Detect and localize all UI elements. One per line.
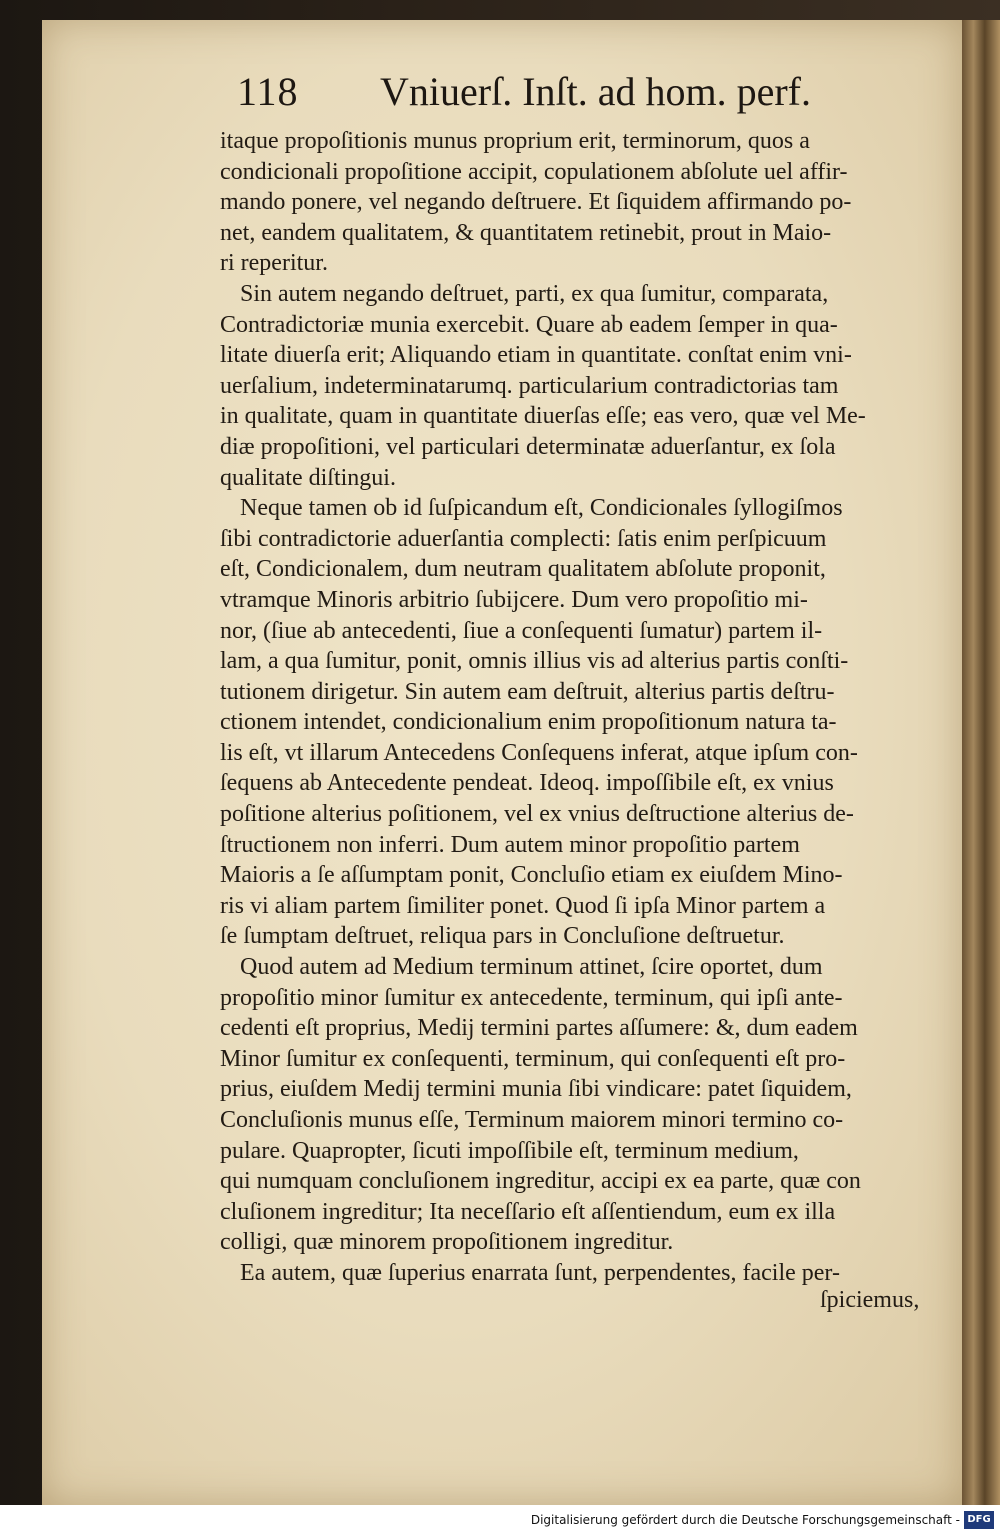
text-line: qui numquam concluſionem ingreditur, accipi ex ea parte, quæ con	[220, 1168, 861, 1195]
text-line: Contradictoriæ munia exercebit. Quare ab eadem ſemper in qua-	[220, 311, 838, 338]
footer-credit: Digitalisierung gefördert durch die Deutsche Forschungsgemeinschaft -	[530, 1513, 960, 1527]
page-edge	[962, 20, 1000, 1505]
text-line: ri reperitur.	[220, 250, 328, 277]
text-line: Sin autem negando deſtruet, parti, ex qua ſumitur, comparata,	[240, 280, 829, 307]
text-line: cedenti eſt proprius, Medij termini partes aſſumere: &, dum eadem	[220, 1015, 858, 1042]
text-line: itaque propoſitionis munus proprium erit, terminorum, quos a	[220, 128, 810, 154]
page-number: 118	[237, 69, 299, 114]
text-line: ſe ſumptam deſtruet, reliqua pars in Concluſione deſtruetur.	[220, 923, 785, 950]
dfg-logo: DFG	[964, 1511, 994, 1529]
text-line: in qualitate, quam in quantitate diuerſas eſſe; eas vero, quæ vel Me-	[220, 403, 866, 430]
text-line: litate diuerſa erit; Aliquando etiam in quantitate. conſtat enim vni-	[220, 342, 852, 369]
text-line: Ea autem, quæ ſuperius enarrata ſunt, perpendentes, facile per-	[240, 1259, 840, 1286]
text-line: poſitione alterius poſitionem, vel ex vnius deſtructione alterius de-	[220, 801, 854, 828]
text-line: Concluſionis munus eſſe, Terminum maiorem minori termino co-	[220, 1107, 844, 1133]
text-line: Quod autem ad Medium terminum attinet, ſcire oportet, dum	[240, 954, 823, 981]
text-line: ctionem intendet, condicionalium enim propoſitionum natura ta-	[220, 709, 837, 736]
text-line: propoſitio minor ſumitur ex antecedente, terminum, qui ipſi ante-	[220, 984, 843, 1011]
text-line: prius, eiuſdem Medij termini munia ſibi vindicare: patet ſiquidem,	[220, 1076, 852, 1103]
text-line: cluſionem ingreditur; Ita neceſſario eſt aſſentiendum, eum ex illa	[220, 1198, 836, 1225]
text-line: uerſalium, indeterminatarumq. particularium contradictorias tam	[220, 372, 839, 399]
text-line: eſt, Condicionalem, dum neutram qualitatem abſolute proponit,	[220, 556, 826, 583]
text-line: tutionem dirigetur. Sin autem eam deſtruit, alterius partis deſtru-	[220, 678, 835, 705]
text-line: Maioris a ſe aſſumptam ponit, Concluſio etiam ex eiuſdem Mino-	[220, 862, 843, 889]
text-line: ſequens ab Antecedente pendeat. Ideoq. impoſſibile eſt, ex vnius	[220, 770, 834, 797]
running-head: Vniuerſ. Inſt. ad hom. perf.	[380, 69, 811, 114]
text-line: condicionali propoſitione accipit, copulationem abſolute uel affir-	[220, 158, 848, 185]
text-line: mando ponere, vel negando deſtruere. Et ſiquidem affirmando po-	[220, 189, 852, 216]
text-line: Neque tamen ob id ſuſpicandum eſt, Condicionales ſyllogiſmos	[240, 495, 843, 522]
text-line: pulare. Quapropter, ſicuti impoſſibile eſt, terminum medium,	[220, 1137, 799, 1164]
footer-bar	[0, 1505, 1000, 1538]
body-text	[220, 126, 962, 1289]
text-line: colligi, quæ minorem propoſitionem ingreditur.	[220, 1229, 674, 1256]
text-line: qualitate diſtingui.	[220, 464, 396, 491]
text-line: ſibi contradictorie aduerſantia complecti: ſatis enim perſpicuum	[220, 525, 827, 552]
text-line: vtramque Minoris arbitrio ſubijcere. Dum vero propoſitio mi-	[220, 586, 808, 613]
catchword: ſpiciemus,	[820, 1287, 920, 1313]
text-line: ſtructionem non inferri. Dum autem minor propoſitio partem	[220, 831, 800, 858]
text-line: nor, (ſiue ab antecedenti, ſiue a conſequenti ſumatur) partem il-	[220, 617, 823, 644]
text-line: net, eandem qualitatem, & quantitatem retinebit, prout in Maio-	[220, 219, 832, 246]
text-line: ris vi aliam partem ſimiliter ponet. Quod ſi ipſa Minor partem a	[220, 892, 826, 919]
text-line: diæ propoſitioni, vel particulari determinatæ aduerſantur, ex ſola	[220, 433, 836, 460]
text-line: Minor ſumitur ex conſequenti, terminum, qui conſequenti eſt pro-	[220, 1045, 846, 1072]
text-line: lam, a qua ſumitur, ponit, omnis illius vis ad alterius partis conſti-	[220, 648, 849, 675]
text-line: lis eſt, vt illarum Antecedens Conſequens inferat, atque ipſum con-	[220, 739, 858, 766]
